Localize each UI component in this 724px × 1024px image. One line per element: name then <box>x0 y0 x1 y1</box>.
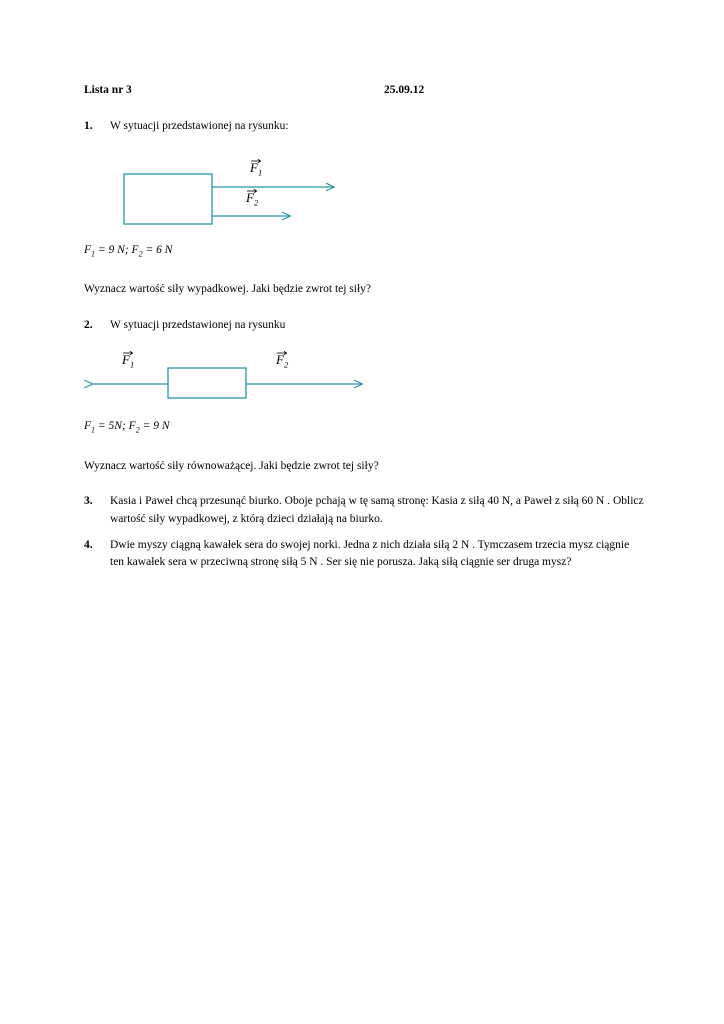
figure-1-f1-symbol: F <box>250 159 258 175</box>
given2-f1-symbol: F <box>84 420 92 433</box>
question-1: Wyznacz wartość siły wypadkowej. Jaki będzie zwrot tej siły? <box>84 283 372 296</box>
vector-arrow-icon <box>247 188 258 194</box>
document-header <box>84 84 644 96</box>
figure-2-f2-symbol: F <box>276 352 284 368</box>
given-values-2 <box>84 420 644 434</box>
given1-f1-value: = 9 N; <box>97 243 129 256</box>
given1-f1-sub: 1 <box>91 249 96 259</box>
given1-f1-symbol: F <box>84 243 92 256</box>
question-2: Wyznacz wartość siły równoważącej. Jaki będzie zwrot tej siły? <box>84 459 379 472</box>
given2-f1-sub: 1 <box>91 425 96 435</box>
given1-f2-symbol: F <box>131 243 139 256</box>
figure-2-diagram <box>84 342 644 420</box>
figure-1-f2-symbol: F <box>246 189 254 205</box>
header-date: 25.09.12 <box>384 84 425 96</box>
problem-2-text: W sytuacji przedstawionej na rysunku <box>110 318 286 331</box>
figure-2-f1-symbol: F <box>122 352 130 368</box>
given2-f2-symbol: F <box>128 420 136 433</box>
given2-f2-value: = 9 N <box>142 420 170 433</box>
figure-1 <box>84 144 644 244</box>
figure-2-f2-sub: 2 <box>283 359 289 370</box>
given-values-1 <box>84 244 644 258</box>
problem-1 <box>84 118 644 136</box>
problem-4-number: 4. <box>84 538 93 551</box>
problem-3-text: Kasia i Paweł chcą przesunąć biurko. Oboje pchają w tę samą stronę: Kasia z siłą 40 N, a Paweł z siłą 60 N . Oblicz wartość siły wypadkowej, z którą dzieci działają na biurko. <box>110 495 644 525</box>
problem-1-text: W sytuacji przedstawionej na rysunku: <box>110 120 289 132</box>
header-title: Lista nr 3 <box>84 84 132 96</box>
figure-1-f2-sub: 2 <box>253 197 259 208</box>
figure-2-label-f1 <box>122 352 134 370</box>
given1-f2-sub: 2 <box>138 249 143 259</box>
problem-2 <box>84 317 644 335</box>
figure-2-f1-sub: 1 <box>129 359 135 370</box>
figure-2 <box>84 342 644 420</box>
problem-1-number: 1. <box>84 120 93 132</box>
vector-arrow-icon <box>123 350 134 356</box>
figure-1-label-f2 <box>246 190 258 208</box>
problem-4 <box>84 537 644 573</box>
problem-4-text: Dwie myszy ciągną kawałek sera do swojej norki. Jedna z nich działa siłą 2 N . Tymczasem trzecia mysz ciągnie ten kawałek sera w przeciwną stronę siłą 5 N . Ser się nie porusza. Jaką siłą ciągnie ser druga mysz? <box>110 538 630 569</box>
vector-arrow-icon <box>277 350 288 356</box>
given2-f1-value: = 5N; <box>97 420 126 433</box>
given1-f2-value: = 6 N <box>145 243 173 256</box>
figure-1-f1-sub: 1 <box>257 167 263 178</box>
problem-3 <box>84 493 644 529</box>
given2-f2-sub: 2 <box>135 425 140 435</box>
problem-3-number: 3. <box>84 495 93 507</box>
figure-1-diagram <box>84 144 644 244</box>
document-content <box>84 84 644 572</box>
figure-2-label-f2 <box>276 352 288 370</box>
figure-1-label-f1 <box>250 160 262 178</box>
vector-arrow-icon <box>251 158 262 164</box>
problem-2-number: 2. <box>84 318 93 331</box>
